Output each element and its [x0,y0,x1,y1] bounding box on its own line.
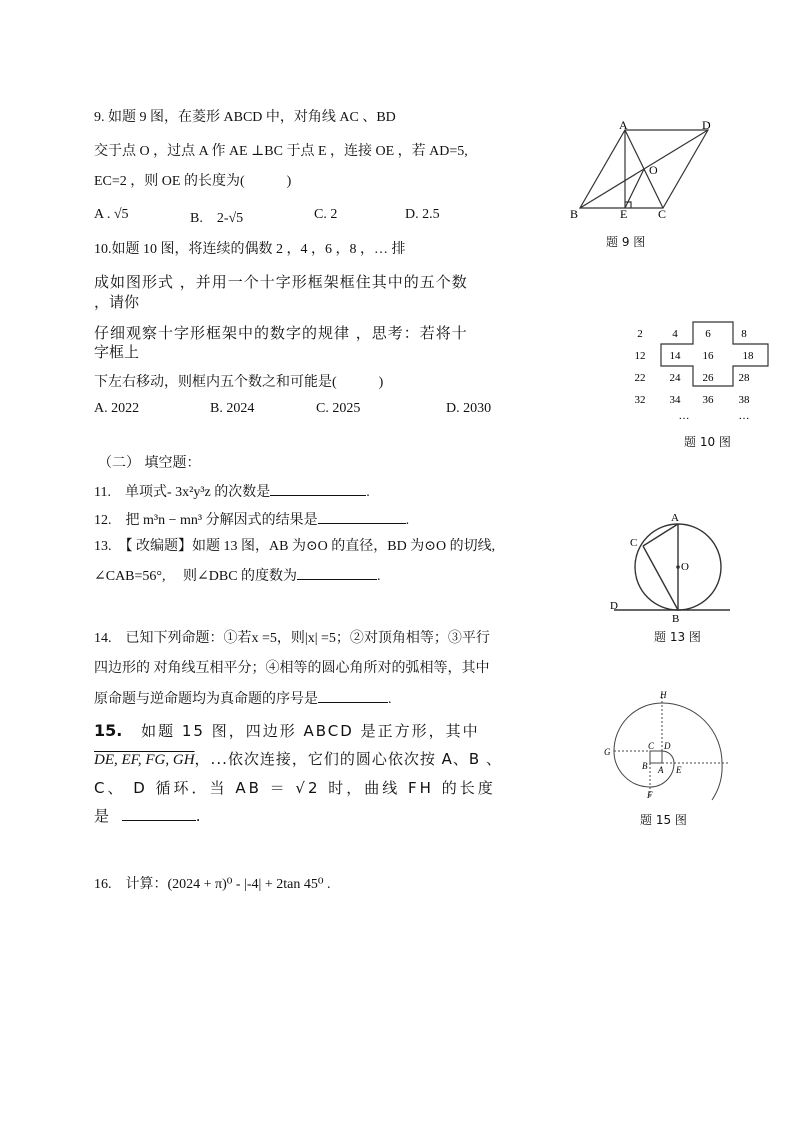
q15-label-f: F [647,790,653,800]
q14-line3-wrap: 原命题与逆命题均为真命题的序号是 . [94,688,392,708]
q10-option-d: D. 2030 [446,401,492,416]
q15-label-c: C [648,741,655,751]
grid-ellipsis: … [738,410,750,422]
grid-cell: 12 [634,350,646,362]
q11-line: 11. 单项式- 3x²y³z 的次数是 . [94,481,370,501]
q13-label-a: A [671,512,679,524]
q13-label-o: O [681,561,689,573]
q10-option-a: A. 2022 [94,401,140,416]
q15-spiral-figure [590,685,750,810]
grid-cell: 22 [634,372,646,384]
q9-label-o: O [649,163,658,177]
q13-label-c: C [630,537,638,549]
fill-in-section-title: （二） 填空题： [98,455,201,471]
q15-line4-wrap: 是 . [94,807,201,825]
q13-caption: 题 13 图 [654,630,701,644]
q13-label-b: B [672,613,680,625]
grid-cell: 6 [705,328,711,340]
q9-option-a: A . √5 [94,207,129,222]
grid-cell: 34 [669,394,681,406]
q9-option-b: B. 2-√5 [190,211,244,226]
q10-line1: 10.如题 10 图，将连续的偶数 2 ，4 ，6 ，8 ，… 排 [94,242,406,257]
q11-text: 11. 单项式- 3x²y³z 的次数是 [94,485,271,500]
q15-line4: 是 [94,807,110,825]
q9-caption: 题 9 图 [606,235,646,249]
q10-line5: 字框上 [94,343,140,361]
q9-line2: 交于点 O ，过点 A 作 AE ⊥BC 于点 E ，连接 OE ，若 AD=5, [94,144,468,159]
q13-answer-blank[interactable] [297,566,377,580]
q15-arcs: DE, EF, FG, GH [94,752,195,768]
grid-cell: 36 [702,394,714,406]
grid-cell: 2 [637,328,643,340]
q9-label-b: B [570,207,579,221]
q15-label-a: A [658,765,664,775]
grid-cell: 16 [702,350,714,362]
q16-line: 16. 计算：(2024 + π)⁰ - |-4| + 2tan 45⁰ . [94,877,331,892]
q15-line1: 如题 15 图，四边形 ABCD 是正方形，其中 [141,722,480,740]
grid-cell: 18 [742,350,754,362]
q9-line3: EC=2 ，则 OE 的长度为( ) [94,174,292,189]
q12-text: 12. 把 m³n − mn³ 分解因式的结果是 [94,513,318,528]
q13-line2-wrap: ∠CAB=56°, 则∠DBC 的度数为 . [94,565,381,585]
grid-cell: 14 [669,350,681,362]
q9-label-e: E [620,207,628,221]
q10-option-c: C. 2025 [316,401,361,416]
q14-line1: 14. 已知下列命题：①若x =5，则|x| =5；②对顶角相等；③平行 [94,631,490,646]
q15-caption: 题 15 图 [640,813,687,827]
grid-cell: 32 [634,394,646,406]
q15-label-h: H [660,690,667,700]
q10-caption: 题 10 图 [684,435,731,449]
q15-label-b: B [642,761,648,771]
q13-circle-figure [608,508,738,625]
grid-cell: 4 [672,328,678,340]
q12-answer-blank[interactable] [318,510,406,524]
q14-line2: 四边形的 对角线互相平分；④相等的圆心角所对的弧相等，其中 [94,661,490,676]
q13-label-d: D [610,600,618,612]
q14-line3: 原命题与逆命题均为真命题的序号是 [94,692,318,707]
q10-line4: 仔细观察十字形框架中的数字的规律 ，思考：若将十 [94,324,468,342]
q15-line1-wrap [94,720,480,741]
grid-cell: 28 [738,372,750,384]
q15-line2-wrap [94,748,502,769]
q13-line2: ∠CAB=56°, 则∠DBC 的度数为 [94,569,298,584]
q10-line3: ，请你 [94,293,140,311]
q9-label-a: A [619,118,628,132]
grid-cell: 38 [738,394,750,406]
q9-line1: 9. 如题 9 图，在菱形 ABCD 中，对角线 AC 、BD [94,110,396,125]
q9-rhombus-figure [565,118,725,228]
q9-label-c: C [658,207,667,221]
q14-answer-blank[interactable] [318,689,388,703]
q15-answer-blank[interactable] [122,807,196,821]
grid-cell: 8 [741,328,747,340]
q10-option-b: B. 2024 [210,401,255,416]
q9-option-c: C. 2 [314,207,338,222]
q9-label-d: D [702,118,711,132]
q9-option-d: D. 2.5 [405,207,440,222]
q15-label-e: E [676,765,682,775]
q15-label-g: G [604,747,611,757]
q10-number-grid-figure [618,318,778,428]
grid-ellipsis: … [678,410,690,422]
grid-cell: 24 [669,372,681,384]
q15-line2: ，...依次连接，它们的圆心依次按 A、B 、 [194,750,502,768]
grid-cell: 26 [702,372,714,384]
q12-line: 12. 把 m³n − mn³ 分解因式的结果是 . [94,509,409,529]
q11-answer-blank[interactable] [270,482,366,496]
q13-line1: 13. 【 改编题】如题 13 图，AB 为⊙O 的直径，BD 为⊙O 的切线, [94,539,496,554]
q15-line3: C、 D 循环．当 AB ＝ √2 时，曲线 FH 的长度 [94,779,496,797]
q15-number: 15. [94,721,123,740]
q15-label-d: D [664,741,671,751]
q10-line6: 下左右移动，则框内五个数之和可能是( ) [94,375,384,390]
q10-line2: 成如图形式 ，并用一个十字形框架框住其中的五个数 [94,273,468,291]
